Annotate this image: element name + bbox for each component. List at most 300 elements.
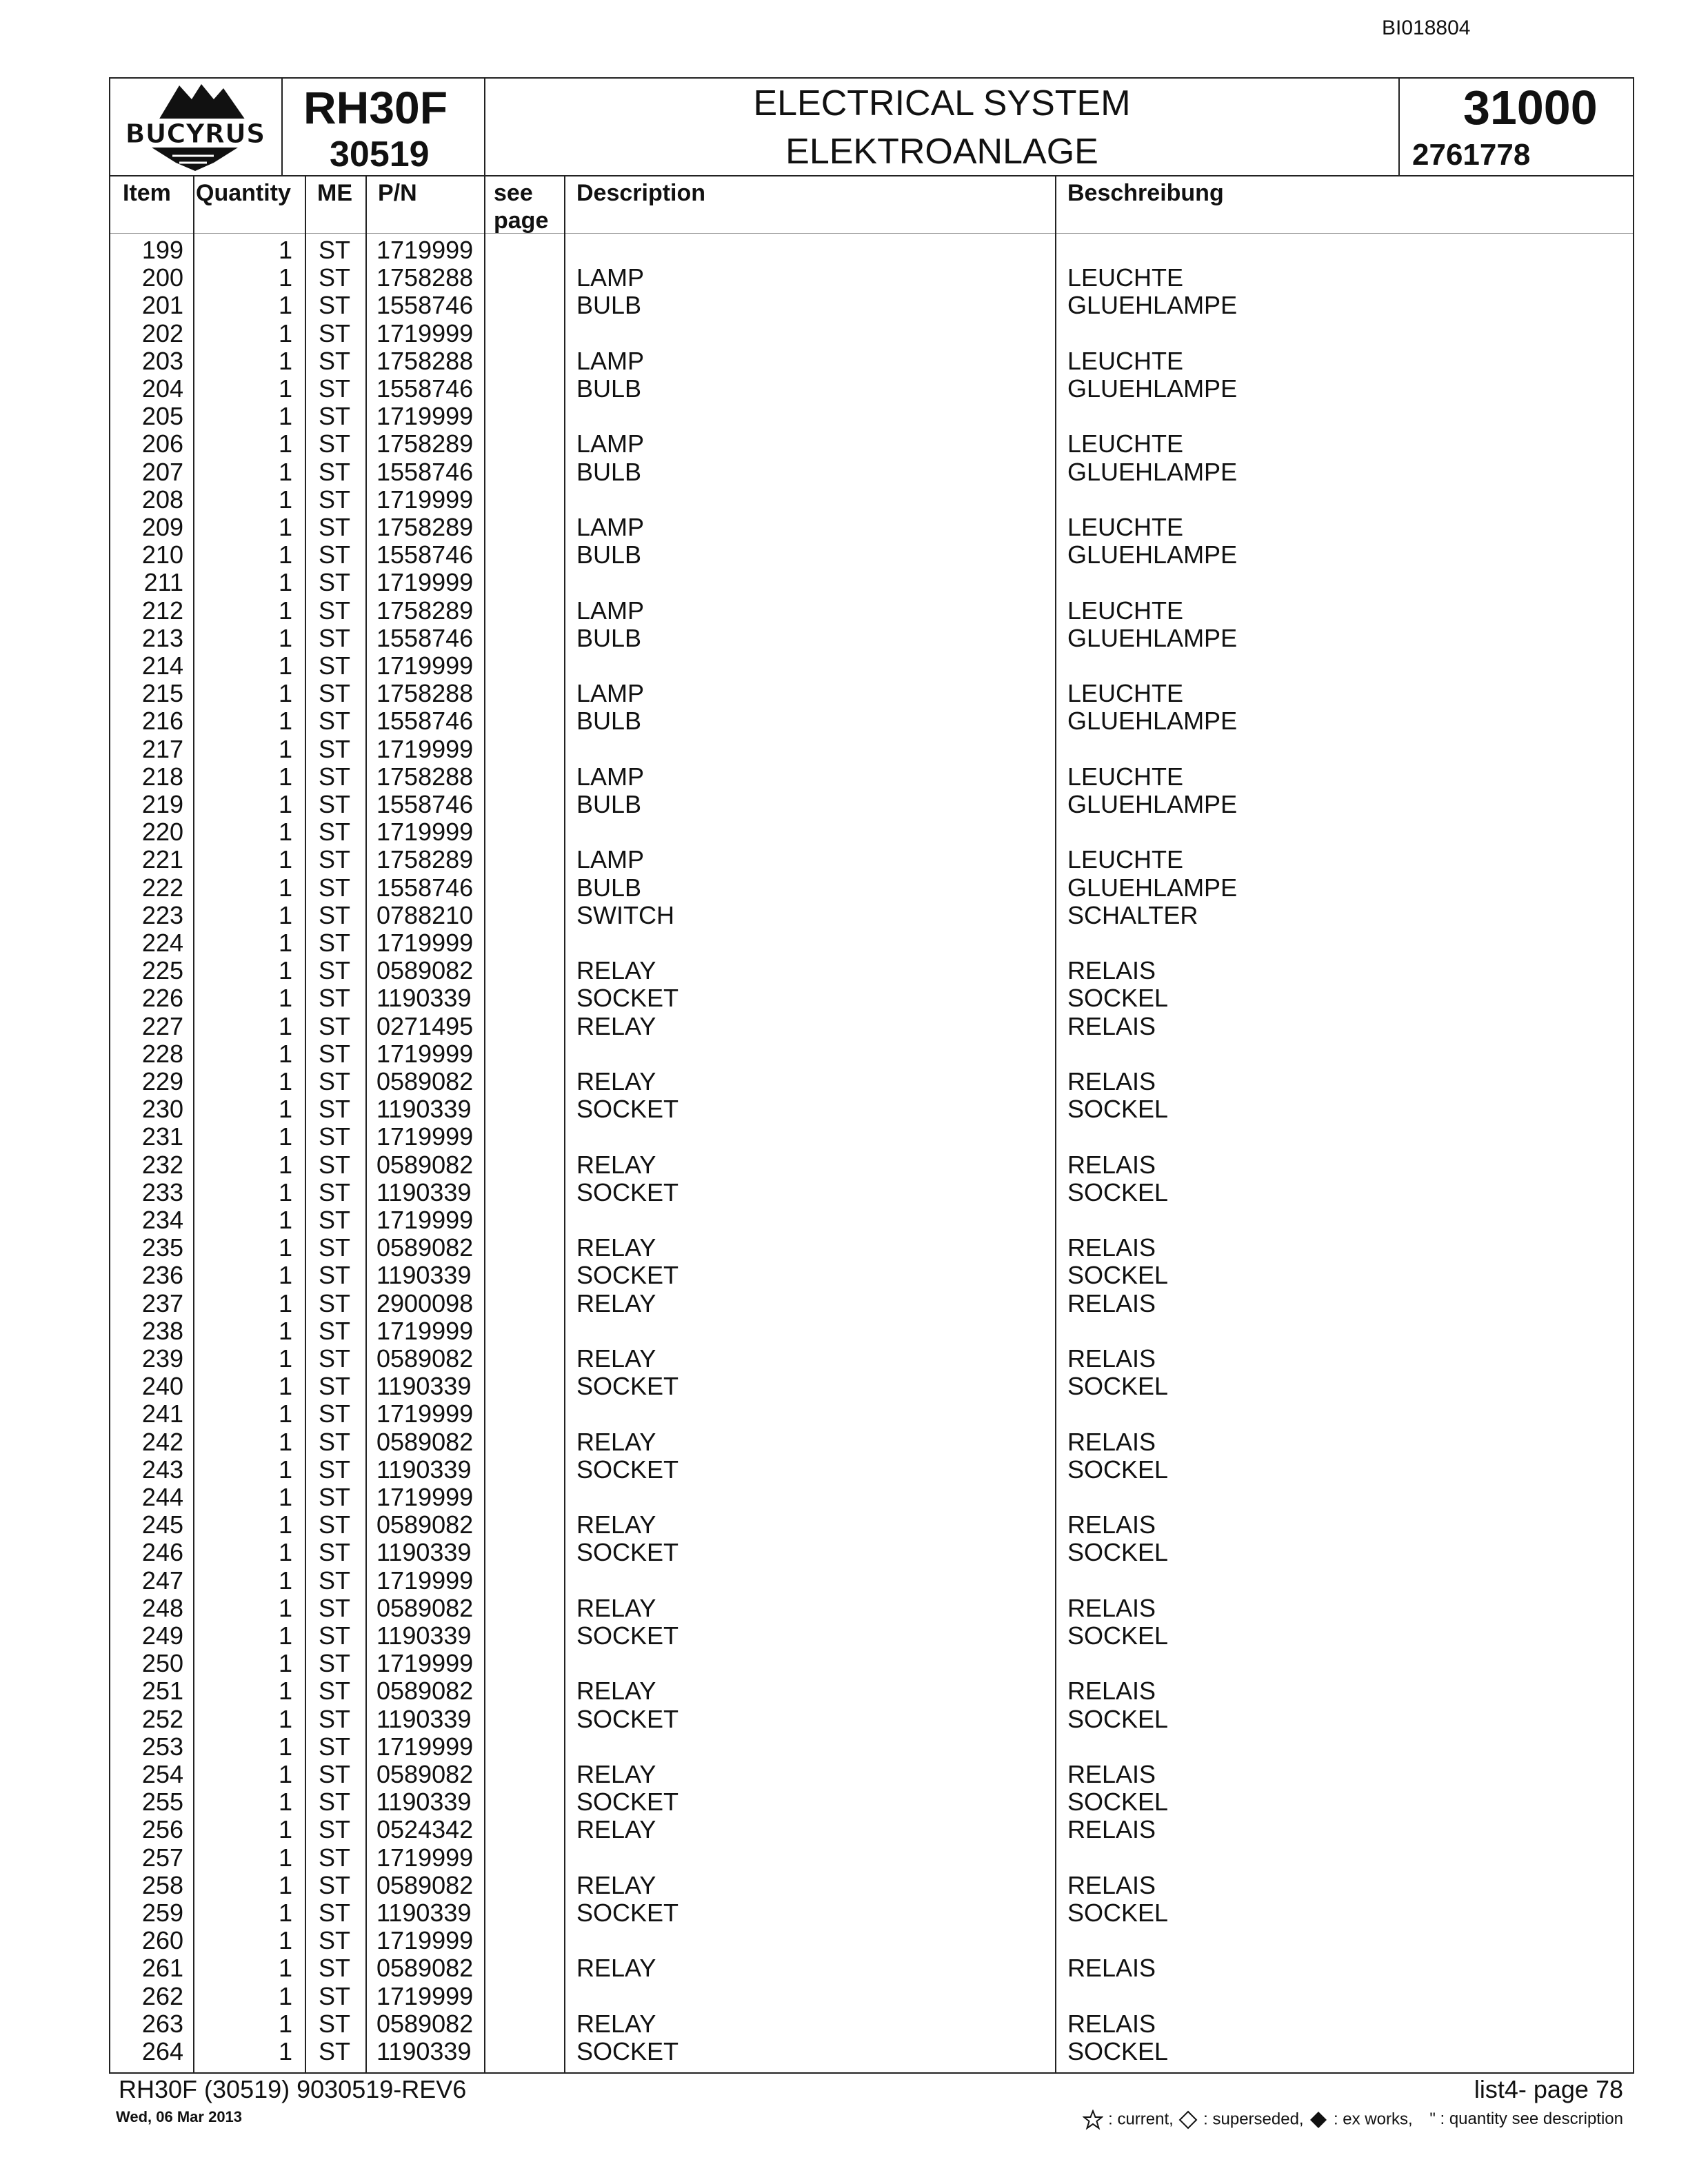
item-number: 255 [141, 1788, 183, 1817]
unit: ST [319, 1788, 351, 1817]
unit: ST [319, 236, 351, 264]
quantity: 1 [278, 1593, 292, 1622]
quantity: 1 [278, 263, 292, 292]
quantity: 1 [278, 1067, 292, 1095]
part-number: 0589082 [376, 1677, 474, 1706]
quantity: 1 [278, 1566, 292, 1595]
item-number: 199 [141, 236, 183, 264]
part-number: 1719999 [376, 1926, 474, 1955]
beschreibung: LEUCHTE [1067, 429, 1184, 458]
part-number: 1719999 [376, 1566, 474, 1595]
description: LAMP [576, 762, 645, 791]
star-outline-icon [1083, 2110, 1103, 2130]
unit: ST [319, 1150, 351, 1179]
table-row [110, 236, 1633, 264]
quantity: 1 [278, 1677, 292, 1706]
footer-page-number: list4- page 78 [1474, 2075, 1623, 2103]
table-row [110, 818, 1633, 846]
part-number: 1558746 [376, 707, 474, 736]
part-number: 1758288 [376, 679, 474, 708]
beschreibung: LEUCHTE [1067, 845, 1184, 874]
quantity: 1 [278, 1954, 292, 1983]
quantity: 1 [278, 1926, 292, 1955]
quantity: 1 [278, 818, 292, 847]
part-number: 1558746 [376, 457, 474, 486]
part-number: 1719999 [376, 1316, 474, 1345]
beschreibung: LEUCHTE [1067, 346, 1184, 375]
part-number: 1719999 [376, 1122, 474, 1151]
beschreibung: GLUEHLAMPE [1067, 873, 1238, 902]
diamond-filled-icon [1308, 2110, 1329, 2130]
part-number: 1719999 [376, 1981, 474, 2010]
item-number: 245 [141, 1510, 183, 1539]
quantity: 1 [278, 1621, 292, 1650]
item-number: 249 [141, 1621, 183, 1650]
description: SOCKET [576, 2037, 679, 2065]
unit: ST [319, 1011, 351, 1040]
description: RELAY [576, 956, 656, 985]
quantity: 1 [278, 1788, 292, 1817]
description: SOCKET [576, 1538, 679, 1567]
quantity: 1 [278, 707, 292, 736]
part-number: 0589082 [376, 1150, 474, 1179]
unit: ST [319, 374, 351, 403]
description: RELAY [576, 1233, 656, 1262]
bucyrus-logo [110, 79, 283, 175]
table-row [110, 320, 1633, 347]
description: BULB [576, 540, 642, 569]
unit: ST [319, 1981, 351, 2010]
item-number: 252 [141, 1704, 183, 1733]
logo-wordmark: BUCYRUS [125, 119, 265, 149]
table-row [110, 1484, 1633, 1511]
title-block [110, 79, 1633, 176]
item-number: 246 [141, 1538, 183, 1567]
table-row [110, 1650, 1633, 1677]
unit: ST [319, 1095, 351, 1124]
table-row [110, 902, 1633, 929]
part-number: 0589082 [376, 2009, 474, 2038]
unit: ST [319, 1483, 351, 1511]
description: SOCKET [576, 1788, 679, 1817]
quantity: 1 [278, 1399, 292, 1428]
description: RELAY [576, 2009, 656, 2038]
item-number: 244 [141, 1483, 183, 1511]
quantity: 1 [278, 1899, 292, 1927]
bucyrus-logo-mark [110, 79, 280, 172]
beschreibung: LEUCHTE [1067, 762, 1184, 791]
description: RELAY [576, 1593, 656, 1622]
quantity: 1 [278, 790, 292, 818]
item-number: 262 [141, 1981, 183, 2010]
beschreibung: LEUCHTE [1067, 679, 1184, 708]
footer-legend [1083, 2110, 1623, 2130]
beschreibung: RELAIS [1067, 1344, 1156, 1373]
unit: ST [319, 762, 351, 791]
unit: ST [319, 1649, 351, 1678]
table-row [110, 763, 1633, 791]
item-number: 226 [141, 984, 183, 1013]
unit: ST [319, 1233, 351, 1262]
table-row [110, 1290, 1633, 1317]
beschreibung: SOCKEL [1067, 1899, 1169, 1927]
unit: ST [319, 873, 351, 902]
footer-date: Wed, 06 Mar 2013 [116, 2108, 243, 2125]
unit: ST [319, 1815, 351, 1844]
part-number: 1190339 [376, 2037, 472, 2065]
quantity: 1 [278, 1150, 292, 1179]
col-header-pn: P/N [378, 180, 417, 206]
diamond-outline-icon [1178, 2110, 1198, 2130]
item-number: 208 [141, 485, 183, 514]
beschreibung: RELAIS [1067, 1011, 1156, 1040]
table-row [110, 984, 1633, 1012]
part-number: 1558746 [376, 374, 474, 403]
table-row [110, 1595, 1633, 1622]
item-number: 217 [141, 734, 183, 763]
title-english: ELECTRICAL SYSTEM [753, 83, 1131, 123]
item-number: 223 [141, 900, 183, 929]
beschreibung: SOCKEL [1067, 1621, 1169, 1650]
unit: ST [319, 1621, 351, 1650]
unit: ST [319, 346, 351, 375]
table-row [110, 736, 1633, 763]
beschreibung: GLUEHLAMPE [1067, 457, 1238, 486]
unit: ST [319, 1316, 351, 1345]
item-number: 254 [141, 1760, 183, 1788]
table-row [110, 707, 1633, 735]
item-number: 224 [141, 929, 183, 957]
description: BULB [576, 873, 642, 902]
quantity: 1 [278, 596, 292, 625]
unit: ST [319, 457, 351, 486]
item-number: 236 [141, 1261, 183, 1290]
description: LAMP [576, 429, 645, 458]
part-number: 1719999 [376, 1039, 474, 1068]
item-number: 241 [141, 1399, 183, 1428]
unit: ST [319, 1704, 351, 1733]
item-number: 242 [141, 1427, 183, 1456]
unit: ST [319, 1538, 351, 1567]
quantity: 1 [278, 1483, 292, 1511]
table-row [110, 1844, 1633, 1872]
item-number: 200 [141, 263, 183, 292]
quantity: 1 [278, 236, 292, 264]
description: RELAY [576, 1427, 656, 1456]
table-row [110, 1123, 1633, 1151]
unit: ST [319, 402, 351, 431]
quantity: 1 [278, 762, 292, 791]
description: RELAY [576, 1677, 656, 1706]
unit: ST [319, 984, 351, 1013]
table-row [110, 680, 1633, 707]
unit: ST [319, 900, 351, 929]
item-number: 235 [141, 1233, 183, 1262]
description: RELAY [576, 1344, 656, 1373]
table-row [110, 1567, 1633, 1595]
item-number: 237 [141, 1288, 183, 1317]
beschreibung: RELAIS [1067, 1150, 1156, 1179]
part-number: 1758289 [376, 845, 474, 874]
table-row [110, 1068, 1633, 1095]
quantity: 1 [278, 1732, 292, 1761]
item-number: 261 [141, 1954, 183, 1983]
unit: ST [319, 1288, 351, 1317]
unit: ST [319, 623, 351, 652]
quantity: 1 [278, 1704, 292, 1733]
unit: ST [319, 734, 351, 763]
table-row [110, 1040, 1633, 1068]
part-number: 1719999 [376, 402, 474, 431]
unit: ST [319, 2009, 351, 2038]
table-row [110, 1179, 1633, 1206]
part-number: 1190339 [376, 984, 472, 1013]
part-number: 1719999 [376, 568, 474, 597]
part-number: 0589082 [376, 1067, 474, 1095]
table-row [110, 929, 1633, 957]
item-number: 206 [141, 429, 183, 458]
item-number: 213 [141, 623, 183, 652]
quantity: 1 [278, 1843, 292, 1872]
description: SOCKET [576, 1455, 679, 1484]
quantity: 1 [278, 1427, 292, 1456]
part-number: 1719999 [376, 929, 474, 957]
unit: ST [319, 929, 351, 957]
unit: ST [319, 1427, 351, 1456]
table-row [110, 458, 1633, 486]
quantity: 1 [278, 1981, 292, 2010]
item-number: 209 [141, 513, 183, 541]
item-number: 204 [141, 374, 183, 403]
beschreibung: RELAIS [1067, 1593, 1156, 1622]
title-german: ELEKTROANLAGE [785, 132, 1098, 172]
model-number: 30519 [330, 134, 430, 174]
table-row [110, 1234, 1633, 1262]
beschreibung: SOCKEL [1067, 984, 1169, 1013]
description: LAMP [576, 513, 645, 541]
beschreibung: SOCKEL [1067, 1704, 1169, 1733]
table-row [110, 1511, 1633, 1539]
quantity: 1 [278, 929, 292, 957]
description: SOCKET [576, 1899, 679, 1927]
unit: ST [319, 1677, 351, 1706]
part-number: 1719999 [376, 1649, 474, 1678]
part-number: 1758288 [376, 346, 474, 375]
table-row [110, 1677, 1633, 1705]
description: RELAY [576, 1760, 656, 1788]
table-row [110, 1151, 1633, 1179]
table-row [110, 1456, 1633, 1484]
table-row [110, 1761, 1633, 1788]
table-row [110, 1539, 1633, 1566]
item-number: 239 [141, 1344, 183, 1373]
unit: ST [319, 707, 351, 736]
quantity: 1 [278, 1344, 292, 1373]
part-number: 1719999 [376, 1399, 474, 1428]
part-number: 0788210 [376, 900, 474, 929]
beschreibung: RELAIS [1067, 2009, 1156, 2038]
item-number: 228 [141, 1039, 183, 1068]
beschreibung: LEUCHTE [1067, 596, 1184, 625]
description: LAMP [576, 679, 645, 708]
description: SOCKET [576, 1621, 679, 1650]
unit: ST [319, 956, 351, 985]
table-row [110, 541, 1633, 569]
beschreibung: RELAIS [1067, 1760, 1156, 1788]
part-number: 1758288 [376, 263, 474, 292]
description: BULB [576, 291, 642, 320]
unit: ST [319, 540, 351, 569]
legend-current: : current, [1108, 2110, 1174, 2129]
unit: ST [319, 291, 351, 320]
col-header-quantity: Quantity [196, 180, 291, 206]
quantity: 1 [278, 1316, 292, 1345]
item-number: 247 [141, 1566, 183, 1595]
item-number: 218 [141, 762, 183, 791]
quantity: 1 [278, 429, 292, 458]
beschreibung: RELAIS [1067, 1954, 1156, 1983]
quantity: 1 [278, 1760, 292, 1788]
beschreibung: GLUEHLAMPE [1067, 790, 1238, 818]
part-number: 0589082 [376, 1593, 474, 1622]
table-row [110, 846, 1633, 873]
part-number: 1719999 [376, 485, 474, 514]
unit: ST [319, 1122, 351, 1151]
unit: ST [319, 263, 351, 292]
quantity: 1 [278, 318, 292, 347]
item-number: 260 [141, 1926, 183, 1955]
unit: ST [319, 2037, 351, 2065]
part-number: 1758289 [376, 513, 474, 541]
unit: ST [319, 485, 351, 514]
unit: ST [319, 1732, 351, 1761]
quantity: 1 [278, 845, 292, 874]
unit: ST [319, 1261, 351, 1290]
unit: ST [319, 1039, 351, 1068]
table-row [110, 430, 1633, 458]
col-header-beschreibung: Beschreibung [1067, 180, 1224, 206]
item-number: 202 [141, 318, 183, 347]
quantity: 1 [278, 1122, 292, 1151]
item-number: 238 [141, 1316, 183, 1345]
part-number: 1719999 [376, 318, 474, 347]
beschreibung: SOCKEL [1067, 1095, 1169, 1124]
description: RELAY [576, 1150, 656, 1179]
part-number: 1758289 [376, 596, 474, 625]
table-row [110, 347, 1633, 375]
part-number: 1719999 [376, 1483, 474, 1511]
part-number: 0524342 [376, 1815, 474, 1844]
description: RELAY [576, 1288, 656, 1317]
table-row [110, 514, 1633, 541]
col-header-item: Item [123, 180, 171, 206]
part-number: 1190339 [376, 1621, 472, 1650]
quantity: 1 [278, 1233, 292, 1262]
unit: ST [319, 651, 351, 680]
part-number: 1558746 [376, 540, 474, 569]
quantity: 1 [278, 540, 292, 569]
part-number: 1190339 [376, 1372, 472, 1401]
item-number: 229 [141, 1067, 183, 1095]
beschreibung: GLUEHLAMPE [1067, 623, 1238, 652]
item-number: 222 [141, 873, 183, 902]
description: RELAY [576, 1870, 656, 1899]
quantity: 1 [278, 734, 292, 763]
quantity: 1 [278, 485, 292, 514]
description: LAMP [576, 596, 645, 625]
unit: ST [319, 818, 351, 847]
description: SOCKET [576, 1704, 679, 1733]
unit: ST [319, 596, 351, 625]
unit: ST [319, 513, 351, 541]
description: RELAY [576, 1011, 656, 1040]
description: LAMP [576, 845, 645, 874]
quantity: 1 [278, 2037, 292, 2065]
beschreibung: RELAIS [1067, 1288, 1156, 1317]
quantity: 1 [278, 1177, 292, 1206]
beschreibung: GLUEHLAMPE [1067, 374, 1238, 403]
unit: ST [319, 318, 351, 347]
description: LAMP [576, 263, 645, 292]
table-row [110, 403, 1633, 430]
table-row [110, 652, 1633, 680]
part-number: 1719999 [376, 651, 474, 680]
part-number: 1558746 [376, 291, 474, 320]
table-row [110, 292, 1633, 319]
group-sub-code: 2761778 [1412, 138, 1531, 172]
unit: ST [319, 1760, 351, 1788]
unit: ST [319, 1843, 351, 1872]
part-number: 1558746 [376, 790, 474, 818]
beschreibung: SOCKEL [1067, 1372, 1169, 1401]
beschreibung: RELAIS [1067, 1815, 1156, 1844]
description: LAMP [576, 346, 645, 375]
part-number: 1190339 [376, 1177, 472, 1206]
item-number: 214 [141, 651, 183, 680]
item-number: 231 [141, 1122, 183, 1151]
item-number: 201 [141, 291, 183, 320]
beschreibung: RELAIS [1067, 1067, 1156, 1095]
quantity: 1 [278, 457, 292, 486]
part-number: 1558746 [376, 623, 474, 652]
item-number: 225 [141, 956, 183, 985]
part-number: 1190339 [376, 1455, 472, 1484]
unit: ST [319, 1566, 351, 1595]
item-number: 232 [141, 1150, 183, 1179]
unit: ST [319, 1926, 351, 1955]
part-number: 1719999 [376, 818, 474, 847]
description: BULB [576, 623, 642, 652]
description: SOCKET [576, 1372, 679, 1401]
part-number: 2900098 [376, 1288, 474, 1317]
part-number: 0589082 [376, 1760, 474, 1788]
table-row [110, 1206, 1633, 1234]
unit: ST [319, 790, 351, 818]
item-number: 259 [141, 1899, 183, 1927]
quantity: 1 [278, 374, 292, 403]
part-number: 0589082 [376, 1233, 474, 1262]
item-number: 240 [141, 1372, 183, 1401]
quantity: 1 [278, 1206, 292, 1234]
part-number: 1190339 [376, 1261, 472, 1290]
part-number: 0589082 [376, 956, 474, 985]
unit: ST [319, 429, 351, 458]
quantity: 1 [278, 623, 292, 652]
table-row [110, 264, 1633, 292]
unit: ST [319, 1593, 351, 1622]
description: SOCKET [576, 1261, 679, 1290]
part-number: 1190339 [376, 1899, 472, 1927]
